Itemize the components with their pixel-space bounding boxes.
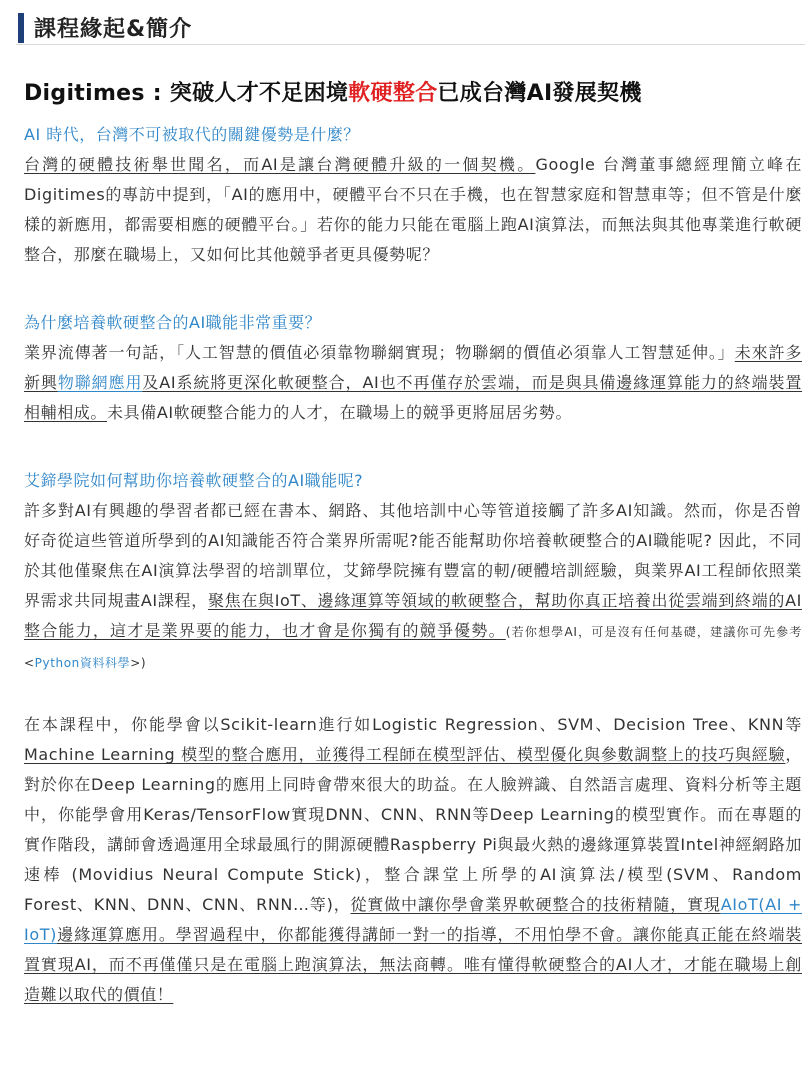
article-body	[24, 120, 802, 1010]
underlined-text: 台灣的硬體技術舉世聞名，而AI是讓台灣硬體升級的一個契機。	[24, 155, 536, 174]
aiot-link[interactable]: AIoT(AI + IoT)	[24, 895, 803, 944]
note-suffix: >)	[130, 656, 147, 670]
question-heading-1: AI 時代，台灣不可被取代的關鍵優勢是什麼？	[24, 125, 360, 144]
paragraph-text: Google 台灣董事總經理簡立峰在Digitimes的專訪中提到，「AI的應用中，硬體平台不只在手機，也在智慧家庭和智慧車等；但不管是什麼樣的新應用，都需要相應的硬體平台。」若你的能力只能在電腦上跑AI演算法，而無法與其他專業進行軟硬整合，那麼在職場上，又如何比其他競爭者更具優勢呢？	[24, 155, 802, 264]
headline-highlight: 軟硬整合	[348, 81, 438, 106]
paragraph-text: 業界流傳著一句話，「人工智慧的價值必須靠物聯網實現；物聯網的價值必須靠人工智慧延伸。」	[24, 343, 735, 362]
article-headline	[24, 76, 804, 107]
headline-suffix: 已成台灣AI發展契機	[437, 81, 642, 106]
section-header	[16, 10, 805, 45]
paragraph-text: ，對於你在Deep Learning的應用上同時會帶來很大的助益。在人臉辨識、自然語言處理、資料分析等主題中，你能學會用Keras/TensorFlow實現DNN、CNN、RNN等Deep Learning的模型實作。而在專題的實作階段，講師會透過運用全球最風行的開源硬體Raspberry Pi與最火熱的邊緣運算裝置Intel神經網路加速棒 (Movidius Neural Compute Stick)，整合課堂上所學的AI演算法/模型(SVM、Random Forest、KNN、DNN、CNN、RNN…等)，	[24, 745, 802, 914]
note-prefix: (若你想學AI，可是沒有任何基礎，建議你可先參考<	[24, 625, 802, 670]
paragraph-text: 在本課程中，你能學會以Scikit-learn進行如Logistic Regression、SVM、Decision Tree、KNN等	[24, 715, 802, 734]
headline-prefix: Digitimes : 突破人才不足困境	[24, 81, 349, 106]
underlined-text: 邊緣運算應用。學習過程中，你都能獲得講師一對一的指導，不用怕學不會。讓你能真正能在終端裝置實現AI，而不再僅僅只是在電腦上跑演算法，無法商轉。唯有懂得軟硬整合的AI人才，才能在職場上創造難以取代的價值！	[24, 925, 802, 1004]
section-title: 課程緣起&簡介	[34, 17, 193, 42]
python-data-science-link[interactable]: Python資料科學	[34, 656, 131, 670]
iot-application-link[interactable]: 物聯網應用	[57, 373, 143, 392]
underlined-text: 及AI系統將更深化軟硬整合，AI也不再僅存於雲端，而是與具備邊緣運算能力的終端裝置相輔相成。	[24, 373, 802, 422]
underlined-text: 聚焦在與IoT、邊緣運算等領域的軟硬整合，幫助你真正培養出從雲端到終端的AI整合能力，這才是業界要的能力，也才會是你獨有的競爭優勢。	[24, 591, 802, 640]
underlined-text: 從實做中讓你學會業界軟硬整合的技術精隨，實現	[350, 895, 721, 914]
paragraph-text: 未具備AI軟硬整合能力的人才，在職場上的競爭更將屈居劣勢。	[107, 403, 573, 422]
paragraph-3	[24, 496, 802, 678]
paragraph-text: 許多對AI有興趣的學習者都已經在書本、網路、其他培訓中心等管道接觸了許多AI知識。然而，你是否曾好奇從這些管道所學到的AI知識能否符合業界所需呢?能否能幫助你培養軟硬整合的AI職能呢? 因此，不同於其他僅聚焦在AI演算法學習的培訓單位，艾鍗學院擁有豐富的軔/硬體培訓經驗，與業界AI工程師依照業界需求共同規畫AI課程，	[24, 501, 802, 610]
question-heading-3: 艾鍗學院如何幫助你培養軟硬整合的AI職能呢?	[24, 471, 364, 490]
paragraph-4	[24, 710, 802, 1010]
underlined-text: 未來許多新興	[24, 343, 802, 392]
paragraph-2	[24, 338, 802, 428]
underlined-text: Machine Learning 模型的整合應用，並獲得工程師在模型評估、模型優化與參數調整上的技巧與經驗	[24, 745, 786, 764]
question-heading-2: 為什麼培養軟硬整合的AI職能非常重要？	[24, 313, 322, 332]
section-accent-bar	[18, 13, 24, 43]
paragraph-1	[24, 150, 802, 270]
